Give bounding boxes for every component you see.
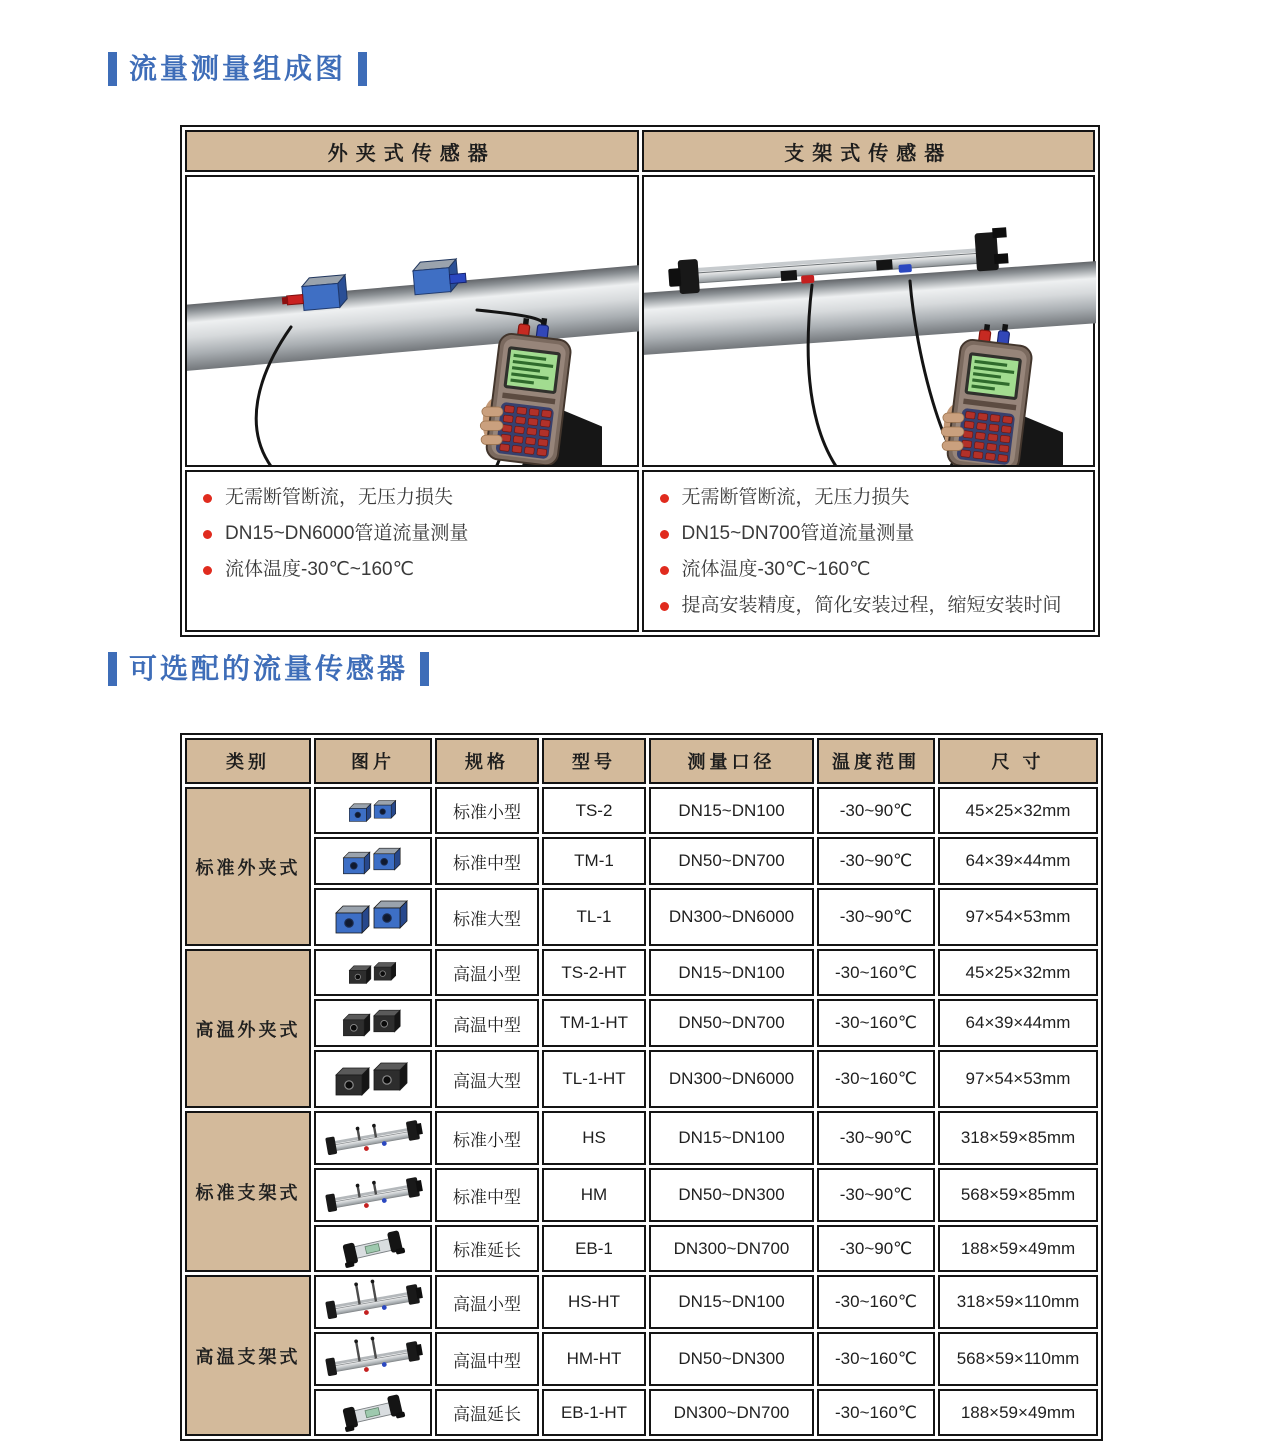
cell-diameter: DN50~DN300 (649, 1168, 814, 1222)
cell-spec: 高温小型 (435, 1275, 539, 1329)
cell-temp: -30~160℃ (817, 1332, 935, 1386)
blue-connector-icon (898, 264, 912, 273)
category-cell: 高温支架式 (185, 1275, 311, 1436)
cell-size: 188×59×49mm (938, 1225, 1098, 1272)
cell-diameter: DN15~DN100 (649, 787, 814, 834)
cell-temp: -30~160℃ (817, 949, 935, 996)
cell-diameter: DN300~DN700 (649, 1389, 814, 1436)
cell-size: 188×59×49mm (938, 1389, 1098, 1436)
feature-bullet (203, 516, 631, 552)
cell-spec: 标准大型 (435, 888, 539, 946)
composition-header-row (185, 130, 1095, 172)
column-header-5: 温度范围 (817, 738, 935, 784)
cell-model: EB-1-HT (542, 1389, 646, 1436)
cell-spec: 标准小型 (435, 787, 539, 834)
cell-spec: 标准中型 (435, 1168, 539, 1222)
bullet-dot-icon (660, 602, 669, 611)
column-header-2: 规格 (435, 738, 539, 784)
cell-size: 64×39×44mm (938, 999, 1098, 1047)
cell-temp: -30~90℃ (817, 888, 935, 946)
sensor-table-header-row (185, 738, 1098, 784)
bullet-dot-icon (660, 566, 669, 575)
composition-table (180, 125, 1100, 637)
clamp-blue-medium-icon (314, 837, 432, 885)
cell-temp: -30~90℃ (817, 1225, 935, 1272)
bullet-text: 提高安装精度，简化安装过程，缩短安装时间 (681, 595, 1062, 616)
cell-model: TS-2-HT (542, 949, 646, 996)
title-bar-right-icon (420, 652, 429, 686)
cell-diameter: DN15~DN100 (649, 949, 814, 996)
cell-temp: -30~160℃ (817, 1275, 935, 1329)
cell-size: 45×25×32mm (938, 949, 1098, 996)
bracket-illustration-cell (642, 175, 1096, 467)
bullet-dot-icon (660, 494, 669, 503)
cell-size: 568×59×110mm (938, 1332, 1098, 1386)
cell-temp: -30~160℃ (817, 1050, 935, 1108)
cell-spec: 高温中型 (435, 999, 539, 1047)
sensor-row (185, 949, 1098, 996)
sensor-options-table (180, 733, 1103, 1441)
sensor-row (185, 1168, 1098, 1222)
column-header-0: 类别 (185, 738, 311, 784)
cell-model: HM (542, 1168, 646, 1222)
bullet-dot-icon (203, 566, 212, 575)
cell-diameter: DN15~DN100 (649, 1111, 814, 1165)
bullet-dot-icon (660, 530, 669, 539)
cell-model: TL-1-HT (542, 1050, 646, 1108)
bracket-column-header: 支架式传感器 (642, 130, 1096, 172)
section2-title-text: 可选配的流量传感器 (129, 653, 409, 684)
cell-model: TS-2 (542, 787, 646, 834)
cell-model: HM-HT (542, 1332, 646, 1386)
clamp-black-small-icon (314, 949, 432, 996)
cell-spec: 标准中型 (435, 837, 539, 885)
sensor-row (185, 1050, 1098, 1108)
rail-long-icon (314, 1111, 432, 1165)
cell-spec: 标准延长 (435, 1225, 539, 1272)
cell-temp: -30~160℃ (817, 1389, 935, 1436)
category-cell: 高温外夹式 (185, 949, 311, 1108)
title-bar-left-icon (108, 652, 117, 686)
cell-diameter: DN50~DN700 (649, 999, 814, 1047)
composition-illustration-row (185, 175, 1095, 467)
cell-diameter: DN300~DN6000 (649, 888, 814, 946)
blue-connector-icon (449, 273, 466, 283)
sensor-row (185, 787, 1098, 834)
cell-temp: -30~90℃ (817, 1111, 935, 1165)
sensor-row (185, 999, 1098, 1047)
cell-diameter: DN300~DN700 (649, 1225, 814, 1272)
bullet-text: 无需断管断流，无压力损失 (225, 487, 454, 508)
cell-temp: -30~90℃ (817, 837, 935, 885)
cell-size: 318×59×110mm (938, 1275, 1098, 1329)
rail-short-icon (314, 1225, 432, 1272)
cell-spec: 标准小型 (435, 1111, 539, 1165)
cell-temp: -30~160℃ (817, 999, 935, 1047)
feature-bullet (203, 552, 631, 588)
column-header-3: 型号 (542, 738, 646, 784)
cell-model: EB-1 (542, 1225, 646, 1272)
cell-model: TM-1 (542, 837, 646, 885)
cell-temp: -30~90℃ (817, 1168, 935, 1222)
section1-title-text: 流量测量组成图 (129, 53, 347, 84)
clamp-feature-cell (185, 470, 639, 632)
section2-title (108, 652, 429, 686)
column-header-1: 图片 (314, 738, 432, 784)
cell-diameter: DN50~DN300 (649, 1332, 814, 1386)
feature-bullet (660, 480, 1088, 516)
cell-size: 45×25×32mm (938, 787, 1098, 834)
clamp-blue-small-icon (314, 787, 432, 834)
title-bar-right-icon (358, 52, 367, 86)
bracket-feature-list (660, 480, 1088, 624)
category-cell: 标准支架式 (185, 1111, 311, 1272)
bullet-text: 流体温度-30℃~160℃ (225, 559, 414, 580)
cell-model: TL-1 (542, 888, 646, 946)
feature-bullet (660, 588, 1088, 624)
feature-bullet (203, 480, 631, 516)
clamp-black-medium-icon (314, 999, 432, 1047)
rail-long-ht-icon (314, 1332, 432, 1386)
sensor-row (185, 1389, 1098, 1436)
sensor-row (185, 837, 1098, 885)
sensor-row (185, 1332, 1098, 1386)
bullet-text: DN15~DN6000管道流量测量 (225, 523, 469, 544)
cell-spec: 高温延长 (435, 1389, 539, 1436)
red-connector-icon (800, 275, 814, 284)
feature-bullet (660, 552, 1088, 588)
cell-size: 318×59×85mm (938, 1111, 1098, 1165)
section1-title (108, 52, 367, 86)
clamp-feature-list (203, 480, 631, 588)
clamp-black-large-icon (314, 1050, 432, 1108)
bullet-text: DN15~DN700管道流量测量 (681, 523, 915, 544)
category-cell: 标准外夹式 (185, 787, 311, 946)
cell-diameter: DN300~DN6000 (649, 1050, 814, 1108)
sensor-row (185, 1275, 1098, 1329)
clamp-illustration-cell (185, 175, 639, 467)
rail-long-icon (314, 1168, 432, 1222)
cell-diameter: DN15~DN100 (649, 1275, 814, 1329)
bracket-feature-cell (642, 470, 1096, 632)
bullet-dot-icon (203, 530, 212, 539)
sensor-row (185, 1225, 1098, 1272)
pipe-illustration (187, 263, 639, 373)
cell-size: 64×39×44mm (938, 837, 1098, 885)
title-bar-left-icon (108, 52, 117, 86)
handheld-flowmeter-illustration (941, 319, 1063, 465)
cell-model: TM-1-HT (542, 999, 646, 1047)
bullet-text: 流体温度-30℃~160℃ (681, 559, 871, 580)
clamp-column-header: 外夹式传感器 (185, 130, 639, 172)
rail-long-ht-icon (314, 1275, 432, 1329)
cell-model: HS (542, 1111, 646, 1165)
bullet-dot-icon (203, 494, 212, 503)
clamp-on-sensor-illustration (187, 177, 637, 465)
red-connector-icon (287, 295, 304, 305)
cell-temp: -30~90℃ (817, 787, 935, 834)
cell-size: 568×59×85mm (938, 1168, 1098, 1222)
clamp-blue-large-icon (314, 888, 432, 946)
column-header-4: 测量口径 (649, 738, 814, 784)
feature-bullet (660, 516, 1088, 552)
cell-spec: 高温中型 (435, 1332, 539, 1386)
bullet-text: 无需断管断流，无压力损失 (681, 487, 910, 508)
cell-spec: 高温小型 (435, 949, 539, 996)
rail-short-ht-icon (314, 1389, 432, 1436)
cell-size: 97×54×53mm (938, 1050, 1098, 1108)
cell-size: 97×54×53mm (938, 888, 1098, 946)
composition-feature-row (185, 470, 1095, 632)
cell-model: HS-HT (542, 1275, 646, 1329)
cell-spec: 高温大型 (435, 1050, 539, 1108)
cell-diameter: DN50~DN700 (649, 837, 814, 885)
column-header-6: 尺 寸 (938, 738, 1098, 784)
sensor-row (185, 888, 1098, 946)
bracket-sensor-illustration (644, 177, 1094, 465)
sensor-row (185, 1111, 1098, 1165)
